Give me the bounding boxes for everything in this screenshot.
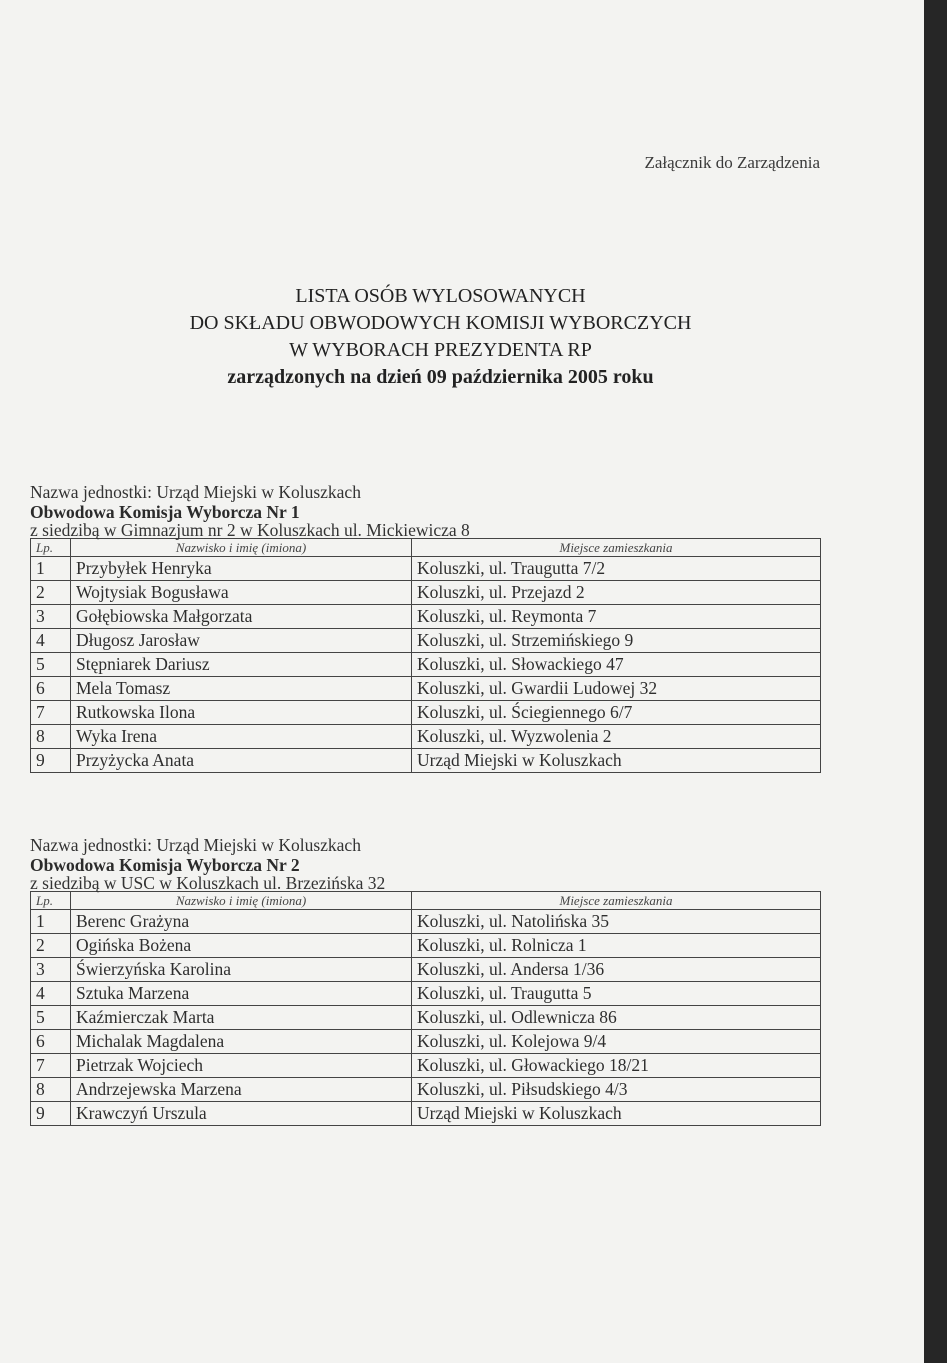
column-header-name: Nazwisko i imię (imiona) [71, 892, 412, 910]
row-address: Koluszki, ul. Wyzwolenia 2 [412, 725, 821, 749]
row-name: Sztuka Marzena [71, 982, 412, 1006]
table-row [31, 677, 821, 701]
row-address: Koluszki, ul. Andersa 1/36 [412, 958, 821, 982]
row-lp: 8 [31, 725, 71, 749]
row-address: Koluszki, ul. Kolejowa 9/4 [412, 1030, 821, 1054]
row-lp: 5 [31, 1006, 71, 1030]
row-name: Świerzyńska Karolina [71, 958, 412, 982]
table-row [31, 557, 821, 581]
row-lp: 2 [31, 934, 71, 958]
row-lp: 8 [31, 1078, 71, 1102]
commission-seat: z siedzibą w USC w Koluszkach ul. Brzezińska 32 [30, 873, 386, 893]
attachment-note: Załącznik do Zarządzenia [644, 153, 820, 172]
title-line-2: DO SKŁADU OBWODOWYCH KOMISJI WYBORCZYCH [189, 312, 692, 334]
document-title [0, 283, 881, 391]
row-address: Koluszki, ul. Reymonta 7 [412, 605, 821, 629]
commission-seat: z siedzibą w Gimnazjum nr 2 w Koluszkach ul. Mickiewicza 8 [30, 520, 470, 540]
table-row [31, 1030, 821, 1054]
table-row [31, 749, 821, 773]
title-line-1: LISTA OSÓB WYLOSOWANYCH [295, 285, 586, 307]
title-line-3: W WYBORACH PREZYDENTA RP [289, 339, 592, 361]
table-row [31, 1078, 821, 1102]
row-address: Koluszki, ul. Rolnicza 1 [412, 934, 821, 958]
row-lp: 2 [31, 581, 71, 605]
row-name: Krawczyń Urszula [71, 1102, 412, 1126]
row-lp: 4 [31, 982, 71, 1006]
column-header-lp: Lp. [31, 892, 71, 910]
row-address: Urząd Miejski w Koluszkach [412, 749, 821, 773]
row-address: Koluszki, ul. Natolińska 35 [412, 910, 821, 934]
row-lp: 1 [31, 557, 71, 581]
row-address: Koluszki, ul. Piłsudskiego 4/3 [412, 1078, 821, 1102]
column-header-address: Miejsce zamieszkania [412, 892, 821, 910]
row-name: Przybyłek Henryka [71, 557, 412, 581]
row-address: Koluszki, ul. Traugutta 5 [412, 982, 821, 1006]
row-lp: 9 [31, 1102, 71, 1126]
row-lp: 3 [31, 958, 71, 982]
row-name: Rutkowska Ilona [71, 701, 412, 725]
table-row [31, 653, 821, 677]
row-lp: 1 [31, 910, 71, 934]
row-lp: 9 [31, 749, 71, 773]
row-address: Koluszki, ul. Gwardii Ludowej 32 [412, 677, 821, 701]
row-address: Koluszki, ul. Ściegiennego 6/7 [412, 701, 821, 725]
row-lp: 4 [31, 629, 71, 653]
row-lp: 6 [31, 677, 71, 701]
table-row [31, 605, 821, 629]
scan-edge [924, 0, 947, 1363]
table-row [31, 910, 821, 934]
unit-name: Nazwa jednostki: Urząd Miejski w Koluszkach [30, 835, 361, 855]
row-name: Pietrzak Wojciech [71, 1054, 412, 1078]
row-address: Koluszki, ul. Głowackiego 18/21 [412, 1054, 821, 1078]
members-table [30, 891, 821, 1126]
commission-section-1 [30, 482, 820, 773]
table-row [31, 934, 821, 958]
commission-name: Obwodowa Komisja Wyborcza Nr 2 [30, 855, 300, 875]
row-lp: 7 [31, 1054, 71, 1078]
row-name: Andrzejewska Marzena [71, 1078, 412, 1102]
table-header-row [31, 892, 821, 910]
row-name: Stępniarek Dariusz [71, 653, 412, 677]
row-lp: 7 [31, 701, 71, 725]
row-name: Kaźmierczak Marta [71, 1006, 412, 1030]
table-row [31, 982, 821, 1006]
row-lp: 3 [31, 605, 71, 629]
row-name: Ogińska Bożena [71, 934, 412, 958]
table-row [31, 958, 821, 982]
commission-name: Obwodowa Komisja Wyborcza Nr 1 [30, 502, 300, 522]
row-address: Koluszki, ul. Przejazd 2 [412, 581, 821, 605]
table-row [31, 1006, 821, 1030]
row-address: Urząd Miejski w Koluszkach [412, 1102, 821, 1126]
table-row [31, 701, 821, 725]
commission-section-2 [30, 835, 820, 1126]
column-header-name: Nazwisko i imię (imiona) [71, 539, 412, 557]
row-name: Gołębiowska Małgorzata [71, 605, 412, 629]
table-row [31, 1054, 821, 1078]
row-name: Długosz Jarosław [71, 629, 412, 653]
row-address: Koluszki, ul. Słowackiego 47 [412, 653, 821, 677]
title-line-4: zarządzonych na dzień 09 października 2005 roku [227, 366, 654, 388]
row-name: Wyka Irena [71, 725, 412, 749]
column-header-lp: Lp. [31, 539, 71, 557]
column-header-address: Miejsce zamieszkania [412, 539, 821, 557]
row-name: Michalak Magdalena [71, 1030, 412, 1054]
row-name: Mela Tomasz [71, 677, 412, 701]
table-row [31, 629, 821, 653]
table-header-row [31, 539, 821, 557]
row-name: Wojtysiak Bogusława [71, 581, 412, 605]
row-lp: 6 [31, 1030, 71, 1054]
table-row [31, 581, 821, 605]
unit-name: Nazwa jednostki: Urząd Miejski w Koluszkach [30, 482, 361, 502]
row-address: Koluszki, ul. Strzemińskiego 9 [412, 629, 821, 653]
row-lp: 5 [31, 653, 71, 677]
row-name: Przyżycka Anata [71, 749, 412, 773]
table-row [31, 1102, 821, 1126]
table-row [31, 725, 821, 749]
row-name: Berenc Grażyna [71, 910, 412, 934]
row-address: Koluszki, ul. Traugutta 7/2 [412, 557, 821, 581]
row-address: Koluszki, ul. Odlewnicza 86 [412, 1006, 821, 1030]
members-table [30, 538, 821, 773]
